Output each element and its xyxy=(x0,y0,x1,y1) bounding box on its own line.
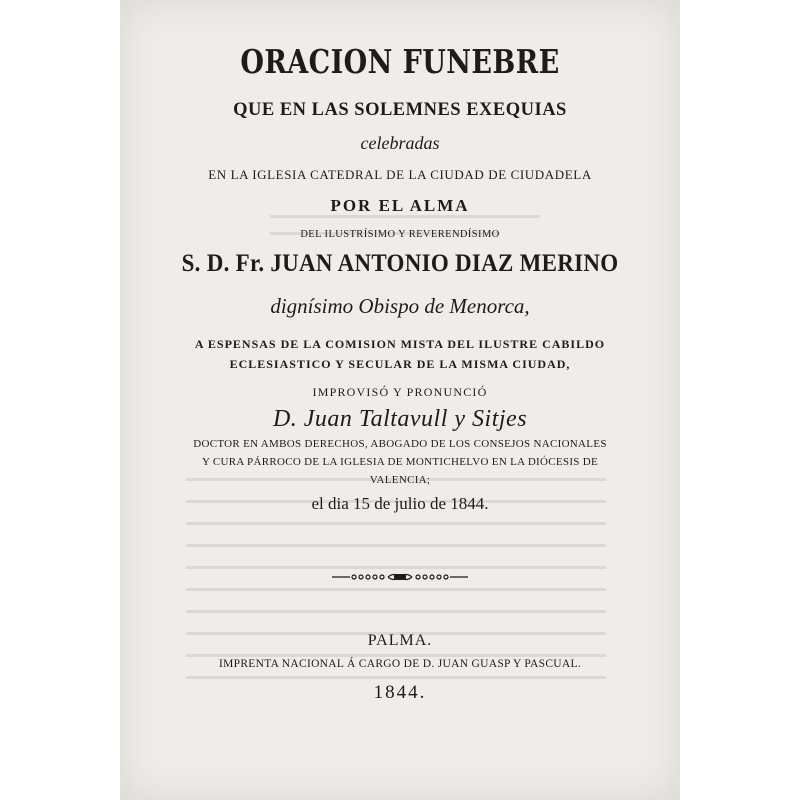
imprint-city: PALMA. xyxy=(367,632,433,649)
bishop-title: dignísimo Obispo de Menorca, xyxy=(270,294,530,318)
church-location: EN LA IGLESIA CATEDRAL DE LA CIUDAD DE CIUDADELA xyxy=(208,167,592,182)
subtitle: QUE EN LAS SOLEMNES EXEQUIAS xyxy=(233,100,567,120)
sponsor-line-2: ECLESIASTICO Y SECULAR DE LA MISMA CIUDAD, xyxy=(229,357,571,371)
author-credentials-line-1: DOCTOR EN AMBOS DERECHOS, ABOGADO DE LOS CONSEJOS NACIONALES xyxy=(193,438,607,450)
author-credentials-line-2: Y CURA PÁRROCO DE LA IGLESIA DE MONTICHELVO EN LA DIÓCESIS DE xyxy=(201,456,599,468)
author-name: D. Juan Taltavull y Sitjes xyxy=(272,406,528,432)
celebradas-text: celebradas xyxy=(360,133,440,153)
sermon-date: el dia 15 de julio de 1844. xyxy=(311,494,489,513)
printer-name: IMPRENTA NACIONAL Á CARGO DE D. JUAN GUASP Y PASCUAL. xyxy=(218,658,582,670)
por-el-alma-heading: POR EL ALMA xyxy=(330,196,470,215)
author-credentials-line-3: VALENCIA; xyxy=(369,474,431,486)
improviso-text: IMPROVISÓ Y PRONUNCIÓ xyxy=(312,385,488,399)
ornament-divider xyxy=(330,572,470,582)
publication-year: 1844. xyxy=(373,682,427,703)
honorific-text: DEL ILUSTRÍSIMO Y REVERENDÍSIMO xyxy=(300,229,500,240)
page-title: ORACION FUNEBRE xyxy=(240,42,560,81)
bishop-name: S. D. Fr. JUAN ANTONIO DIAZ MERINO xyxy=(181,250,619,277)
sponsor-line-1: A ESPENSAS DE LA COMISION MISTA DEL ILUSTRE CABILDO xyxy=(194,337,606,351)
title-page xyxy=(120,0,680,800)
